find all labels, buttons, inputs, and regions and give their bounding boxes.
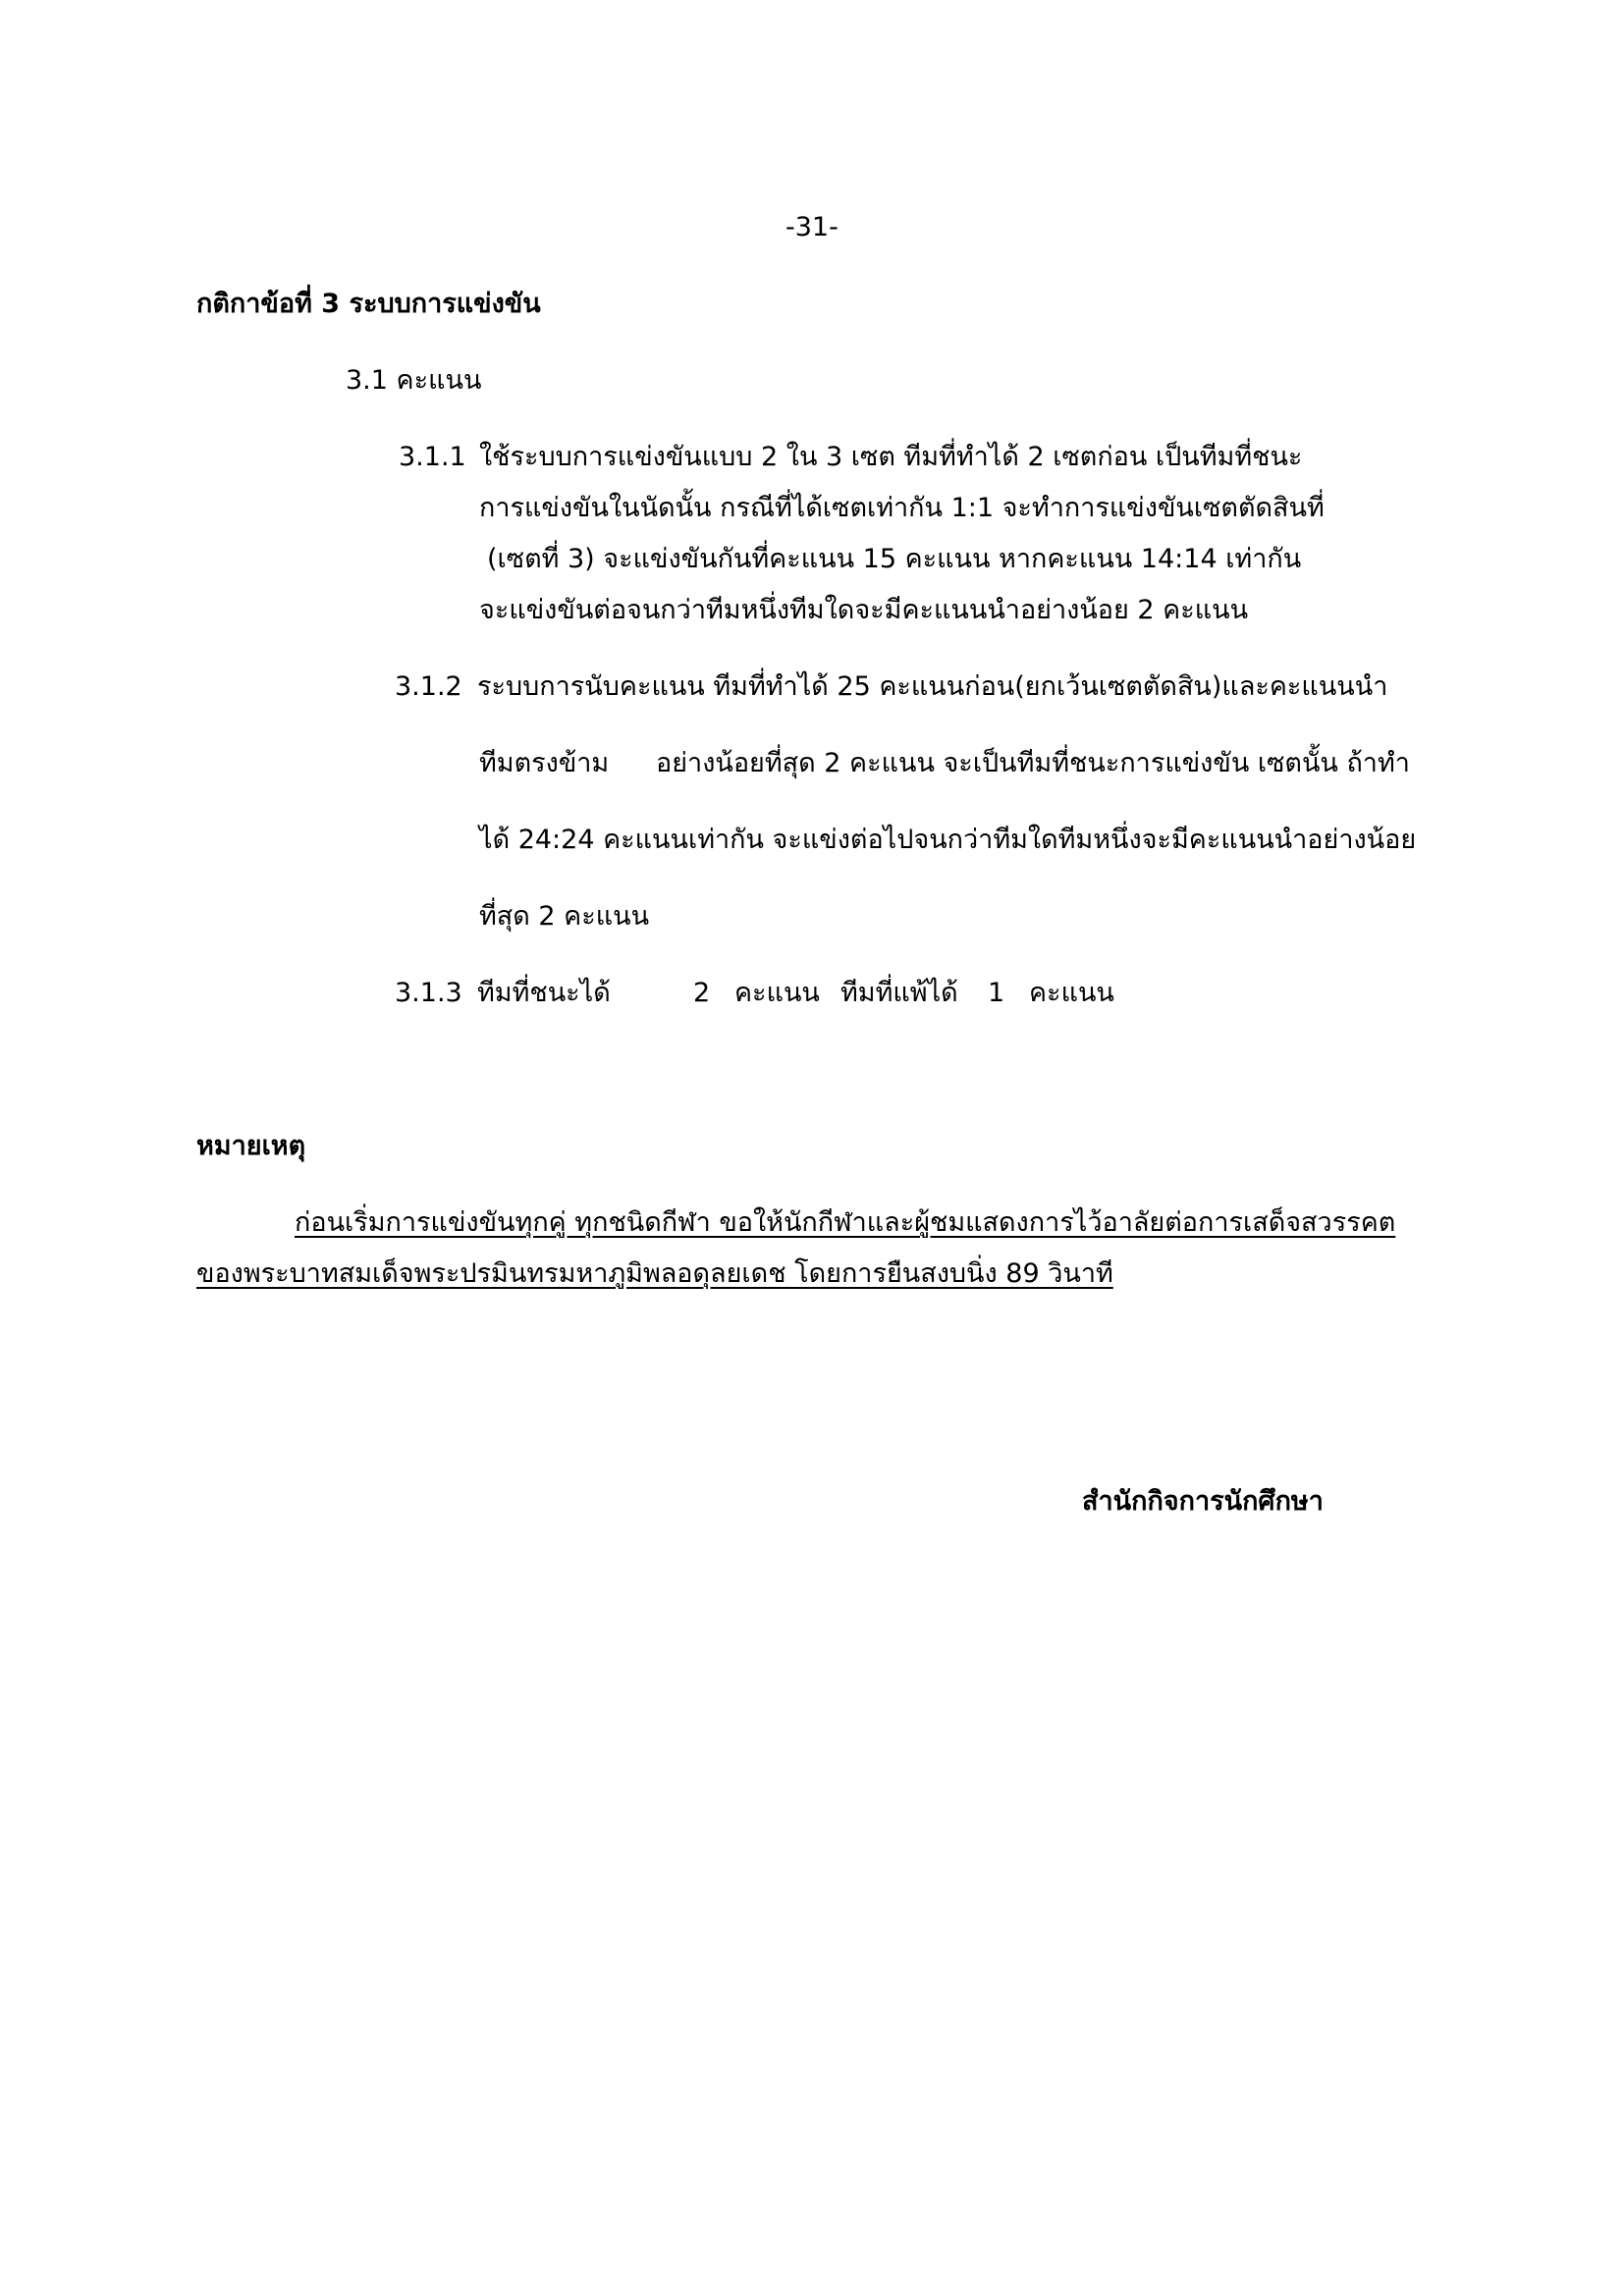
- subsection-heading: 3.1 คะแนน: [346, 365, 482, 396]
- rule-3-1-1-number: 3.1.1: [399, 442, 466, 472]
- rule-3-1-2-line-4: ที่สุด 2 คะแนน: [479, 901, 650, 932]
- rule-3-1-3-lose-unit: คะแนน: [1029, 978, 1114, 1008]
- section-heading: กติกาข้อที่ 3 ระบบการแข่งขัน: [196, 289, 541, 319]
- rule-3-1-3-lose-points: 1: [988, 978, 1005, 1008]
- page-number: -31-: [785, 212, 839, 242]
- rule-3-1-3-win-label: ทีมที่ชนะได้: [477, 978, 611, 1008]
- note-line-2: ของพระบาทสมเด็จพระปรมินทรมหาภูมิพลอดุลยเดช โดยการยืนสงบนิ่ง 89 วินาที: [196, 1258, 1113, 1289]
- rule-3-1-3-win-unit: คะแนน: [734, 978, 820, 1008]
- rule-3-1-1-line-1: ใช้ระบบการแข่งขันแบบ 2 ใน 3 เซต ทีมที่ทำได้ 2 เซตก่อน เป็นทีมที่ชนะ: [479, 442, 1303, 472]
- rule-3-1-2-line-1: ระบบการนับคะแนน ทีมที่ทำได้ 25 คะแนนก่อน(ยกเว้นเซตตัดสิน)และคะแนนนำ: [477, 671, 1388, 702]
- rule-3-1-2-line-2b: อย่างน้อยที่สุด 2 คะแนน จะเป็นทีมที่ชนะการแข่งขัน เซตนั้น ถ้าทำ: [656, 748, 1410, 778]
- rule-3-1-2-line-2a: ทีมตรงข้าม: [479, 748, 610, 778]
- rule-3-1-2-line-3: ได้ 24:24 คะแนนเท่ากัน จะแข่งต่อไปจนกว่าทีมใดทีมหนึ่งจะมีคะแนนนำอย่างน้อย: [479, 825, 1417, 855]
- note-heading: หมายเหตุ: [196, 1131, 306, 1161]
- rule-3-1-3-lose-label: ทีมที่แพ้ได้: [840, 978, 958, 1008]
- rule-3-1-1-line-2: การแข่งขันในนัดนั้น กรณีที่ได้เซตเท่ากัน 1:1 จะทำการแข่งขันเซตตัดสินที่: [479, 493, 1325, 523]
- note-line-1: ก่อนเริ่มการแข่งขันทุกคู่ ทุกชนิดกีฬา ขอให้นักกีฬาและผู้ชมแสดงการไว้อาลัยต่อการเสด็จสวรรคต: [295, 1207, 1396, 1238]
- signature-office: สำนักกิจการนักศึกษา: [1082, 1486, 1324, 1517]
- rule-3-1-2-number: 3.1.2: [395, 671, 462, 702]
- rule-3-1-1-line-4: จะแข่งขันต่อจนกว่าทีมหนึ่งทีมใดจะมีคะแนนนำอย่างน้อย 2 คะแนน: [479, 595, 1249, 625]
- rule-3-1-1-line-3: (เซตที่ 3) จะแข่งขันกันที่คะแนน 15 คะแนน หากคะแนน 14:14 เท่ากัน: [487, 544, 1302, 574]
- rule-3-1-3-number: 3.1.3: [395, 978, 462, 1008]
- rule-3-1-3-win-points: 2: [693, 978, 711, 1008]
